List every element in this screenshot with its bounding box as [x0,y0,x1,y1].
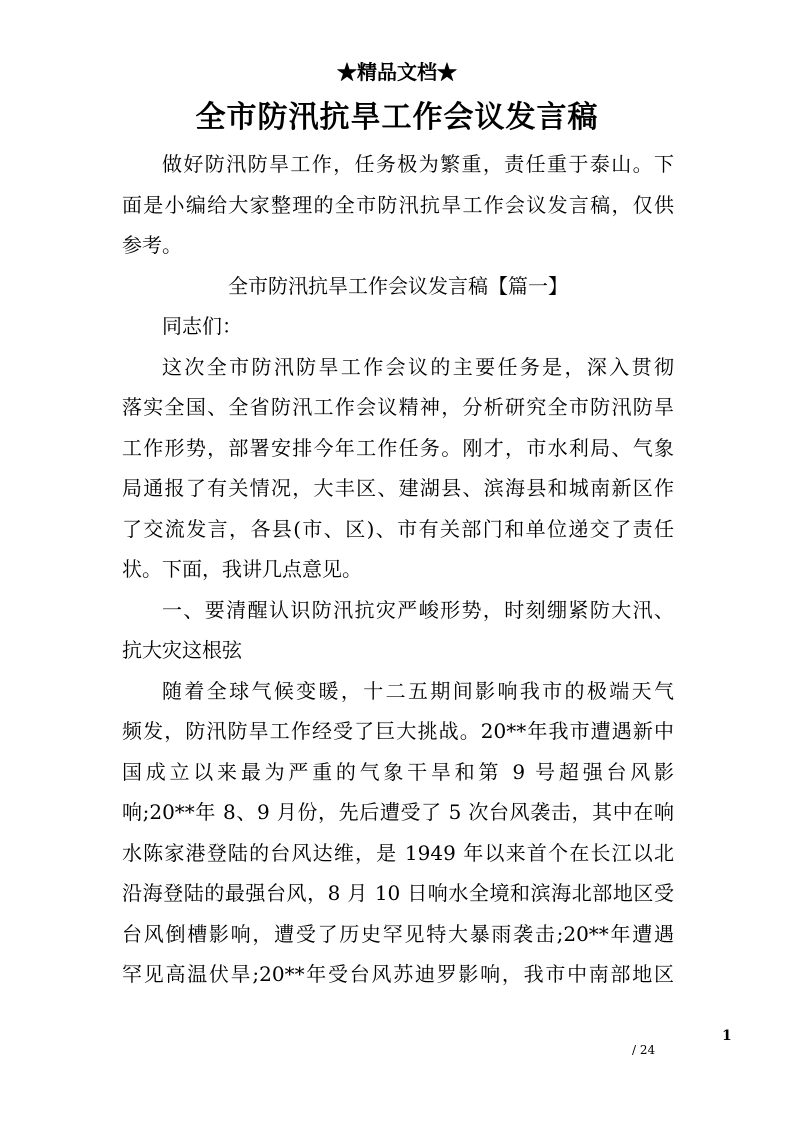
header-mark: ★精品文档★ [337,60,457,84]
paragraph-line: 这次全市防汛防旱工作会议的主要任务是，深入贯彻 [162,354,674,379]
paragraph-line: 了交流发言，各县(市、区)、市有关部门和单位递交了责任 [122,516,674,541]
paragraph-line: 响;20**年 8、9 月份，先后遭受了 5 次台风袭击，其中在响 [122,800,674,824]
paragraph-line: 面是小编给大家整理的全市防汛抗旱工作会议发言稿，仅供 [122,192,674,217]
salutation: 同志们： [162,314,242,338]
paragraph-line: 罕见高温伏旱;20**年受台风苏迪罗影响，我市中南部地区 [122,962,674,986]
subheading-line: 一、要清醒认识防汛抗灾严峻形势，时刻绷紧防大汛、 [162,597,674,622]
paragraph-line: 随着全球气候变暖，十二五期间影响我市的极端天气 [162,678,674,703]
paragraph-line: 沿海登陆的最强台风，8 月 10 日响水全境和滨海北部地区受 [122,881,674,905]
page-number: 1 [722,1028,732,1044]
page-total: / 24 [632,1043,656,1057]
document-body [122,144,674,995]
paragraph-line: 国成立以来最为严重的气象干旱和第 9 号超强台风影 [122,759,674,784]
paragraph-line: 做好防汛防旱工作，任务极为繁重，责任重于泰山。下 [162,152,674,176]
paragraph-line: 台风倒槽影响，遭受了历史罕见特大暴雨袭击;20**年遭遇 [122,921,674,946]
paragraph-line: 落实全国、全省防汛工作会议精神，分析研究全市防汛防旱 [122,395,674,419]
document-title: 全市防汛抗旱工作会议发言稿 [195,100,599,135]
paragraph-line: 水陈家港登陆的台风达维，是 1949 年以来首个在长江以北 [122,840,674,865]
paragraph-line: 工作形势，部署安排今年工作任务。刚才，市水利局、气象 [122,435,674,460]
section-heading: 全市防汛抗旱工作会议发言稿【篇一】 [228,273,568,298]
paragraph-line: 参考。 [122,233,182,257]
paragraph-line: 局通报了有关情况，大丰区、建湖县、滨海县和城南新区作 [122,476,674,500]
subheading-line: 抗大灾这根弦 [122,638,242,662]
paragraph-line: 状。下面，我讲几点意见。 [122,557,362,581]
paragraph-line: 频发，防汛防旱工作经受了巨大挑战。20**年我市遭遇新中 [122,719,674,743]
